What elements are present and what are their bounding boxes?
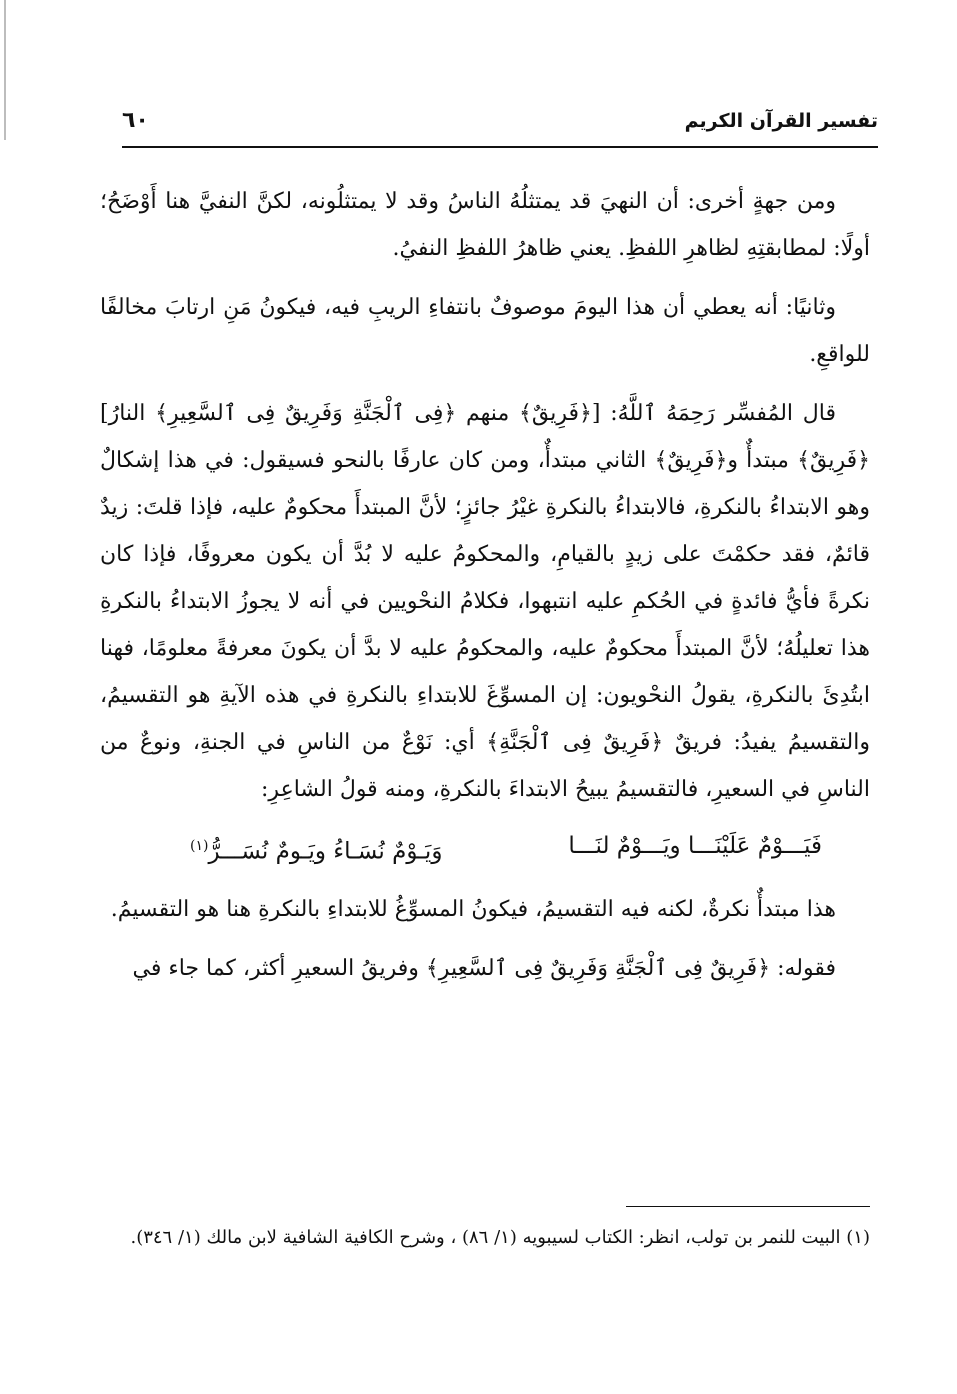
paragraph: وثانيًا: أنه يعطي أن هذا اليومَ موصوفٌ بانتفاءِ الريبِ فيه، فيكونُ مَنِ ارتابَ مخالفًا للواقعِ.: [100, 295, 870, 367]
paragraph: ومن جهةٍ أخرى: أن النهيَ قد يمتثلُهُ الناسُ وقد لا يمتثلُونه، لكنَّ النفيَّ هنا أَوْضَحُ؛ أولًا: لمطابقتِهِ لظاهرِ اللفظِ. يعني ظاهرُ اللفظِ النفيُ.: [100, 189, 870, 261]
running-header: [122, 108, 878, 148]
scan-edge-line: [4, 0, 6, 140]
header-rule: [122, 146, 878, 148]
poem-right-hemistich: فَيَـــوْمٌ عَلَيْنَـــا ويَـــوْمٌ لنَـــا: [568, 833, 822, 859]
footnote-rule: [626, 1206, 870, 1207]
poem-left-text: وَيَـوْمٌ نُسَـاءُ ويَـومٌ نُسَـــرُّ: [208, 838, 443, 865]
book-title: تفسير القرآن الكريم: [684, 110, 878, 132]
paragraph: قال المُفسِّر رَحِمَهُ ٱللَّهُ: [﴿فَرِيقٌ﴾ منهم ﴿فِى ٱلْجَنَّةِ وَفَرِيقٌ فِى ٱلسَّعِيرِ﴾ النارُ] ﴿فَرِيقٌ﴾ مبتدأٌ و﴿فَرِيقٌ﴾ الثاني مبتدأٌ، ومن كان عارفًا بالنحو فسيقول: في هذا إشكالٌ وهو الابتداءُ بالنكرةِ، فالابتداءُ بالنكرةِ غيْرُ جائزٍ؛ لأنَّ المبتدأَ محكومٌ عليه، فإذا قلتَ: زيدٌ قائمٌ، فقد حكمْتَ على زيدٍ بالقيامِ، والمحكومُ عليه لا بُدَّ أن يكون معروفًا، فإذا كان نكرةً فأيُّ فائدةٍ في الحُكمِ عليه انتبهوا، فكلامُ النحْويين في أنه لا يجوزُ الابتداءُ بالنكرةِ هذا تعليلُهُ؛ لأنَّ المبتدأَ محكومٌ عليه، والمحكومُ عليه لا بدَّ أن يكونَ معرفةً معلومًا، فهنا ابتُدِئَ بالنكرةِ، يقولُ النحْويون: إن المسوِّغَ للابتداءِ بالنكرةِ في هذه الآيةِ هو التقسيمُ، والتقسيمُ يفيدُ: فريقٌ ﴿فَرِيقٌ فِى ٱلْجَنَّةِ﴾ أي: نَوْعٌ من الناسِ في الجنةِ، ونوعٌ من الناسِ في السعيرِ، فالتقسيمُ يبيحُ الابتداءَ بالنكرةِ، ومنه قولُ الشاعِرِ:: [100, 401, 870, 802]
page-number: ٦٠: [122, 108, 149, 133]
poem-verse: [100, 813, 870, 886]
main-text: [100, 178, 870, 992]
paragraph: هذا مبتدأٌ نكرةٌ، لكنه فيه التقسيمُ، فيكونُ المسوِّغُ للابتداءِ بالنكرةِ هنا هو التقسيمُ.: [110, 896, 836, 922]
paragraph: فقوله: ﴿فَرِيقٌ فِى ٱلْجَنَّةِ وَفَرِيقٌ فِى ٱلسَّعِيرِ﴾ وفريقُ السعيرِ أكثر، كما جاء في: [132, 955, 836, 981]
footnotes: [100, 1220, 870, 1256]
footnote-marker: (١): [190, 838, 209, 854]
poem-left-hemistich: [190, 823, 442, 876]
footnote: (١) البيت للنمر بن تولب، انظر: الكتاب لسيبويه (١/ ٨٦) ، وشرح الكافية الشافية لابن مالك (١/ ٣٤٦).: [130, 1227, 870, 1248]
